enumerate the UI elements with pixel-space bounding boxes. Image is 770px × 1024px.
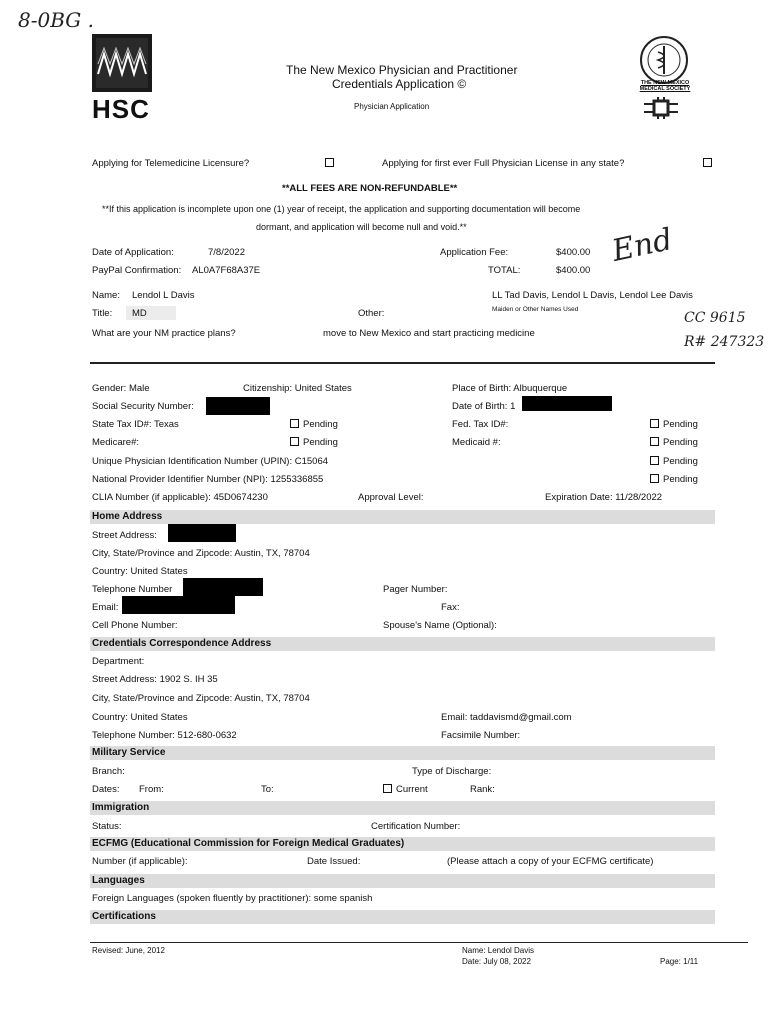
section-divider [90,362,715,364]
practice-plans-label: What are your NM practice plans? [92,328,236,339]
upin-pending[interactable] [650,456,698,467]
application-fee-label: Application Fee: [440,247,509,258]
other-names-value: LL Tad Davis, Lendol L Davis, Lendol Lee Davis [492,290,693,301]
home-telephone-label: Telephone Number [92,584,173,595]
first-license-checkbox[interactable] [703,158,716,169]
fees-notice: **ALL FEES ARE NON-REFUNDABLE** [282,183,458,194]
citizenship-field: Citizenship: United States [243,383,352,394]
languages-header: Languages [90,874,715,888]
redaction-box [183,578,263,596]
npi-pending[interactable] [650,474,698,485]
home-address-header: Home Address [90,510,715,524]
footer-date: Date: July 08, 2022 [462,957,531,966]
practice-plans-value: move to New Mexico and start practicing medicine [323,328,535,339]
pending-label: Pending [663,474,698,485]
document-subtitle: Physician Application [354,102,430,111]
foreign-languages-field: Foreign Languages (spoken fluently by practitioner): some spanish [92,893,373,904]
redaction-box [206,397,270,415]
ecfmg-attach-note: (Please attach a copy of your ECFMG certificate) [447,856,654,867]
correspondence-telephone-field: Telephone Number: 512-680-0632 [92,730,237,741]
expiration-date-field: Expiration Date: 11/28/2022 [545,492,663,503]
rank-label: Rank: [470,784,495,795]
dates-label: Dates: [92,784,120,795]
handwritten-initials: End [609,222,676,269]
ecfmg-header: ECFMG (Educational Commission for Foreign Medical Graduates) [90,837,715,851]
cell-phone-label: Cell Phone Number: [92,620,178,631]
spouse-name-label: Spouse's Name (Optional): [383,620,497,631]
redaction-box [168,524,236,542]
date-of-application-label: Date of Application: [92,247,174,258]
current-checkbox[interactable] [383,784,428,795]
state-tax-pending[interactable] [290,419,338,430]
paypal-confirmation-value: AL0A7F68A37E [192,265,261,276]
handwritten-cc-number: CC 9615 [684,310,746,326]
name-value: Lendol L Davis [132,290,195,301]
immigration-header: Immigration [90,801,715,815]
pending-label: Pending [663,437,698,448]
handwritten-receipt-number: R# 247323 [684,334,765,350]
footer-rule [90,942,748,943]
maiden-names-caption: Maiden or Other Names Used [492,306,579,313]
document-title-line2: Credentials Application © [332,77,467,91]
name-label: Name: [92,290,120,301]
home-city-field: City, State/Province and Zipcode: Austin, TX, 78704 [92,548,310,559]
page-number: Page: 1/11 [660,957,699,966]
document-title-line1: The New Mexico Physician and Practitioner [286,63,518,77]
incomplete-notice-line2: dormant, and application will become null and void.** [256,222,467,232]
military-service-header: Military Service [90,746,715,760]
current-label: Current [396,784,428,795]
correspondence-city-field: City, State/Province and Zipcode: Austin, TX, 78704 [92,693,310,704]
date-of-birth-label: Date of Birth: 1 [452,401,516,412]
fax-label: Fax: [441,602,460,613]
medicare-pending[interactable] [290,437,338,448]
footer-name: Name: Lendol Davis [462,946,535,955]
status-label: Status: [92,821,122,832]
medicaid-label: Medicaid #: [452,437,501,448]
branch-label: Branch: [92,766,125,777]
correspondence-email-field: Email: taddavismd@gmail.com [441,712,572,723]
fed-tax-id: Fed. Tax ID#: [452,419,509,430]
pending-label: Pending [663,456,698,467]
zia-symbol-icon [644,97,678,122]
redaction-box [122,596,235,614]
certification-number-label: Certification Number: [371,821,461,832]
redaction-box [522,396,612,411]
medical-society-name: THE NEW MEXICO MEDICAL SOCIETY [639,80,691,92]
title-value: MD [132,308,147,319]
home-email-label: Email: [92,602,119,613]
total-label: TOTAL: [488,265,521,276]
ssn-label: Social Security Number: [92,401,194,412]
department-label: Department: [92,656,145,667]
telemedicine-checkbox[interactable] [325,158,338,169]
incomplete-notice-line1: **If this application is incomplete upon one (1) year of receipt, the application and supporting documentation will become [102,204,581,214]
gender-field: Gender: Male [92,383,150,394]
dates-to-label: To: [261,784,274,795]
medicare-label: Medicare#: [92,437,139,448]
title-label: Title: [92,308,113,319]
pager-number-label: Pager Number: [383,584,448,595]
facsimile-label: Facsimile Number: [441,730,521,741]
pending-label: Pending [663,419,698,430]
date-of-application-value: 7/8/2022 [208,247,245,258]
npi-field: National Provider Identifier Number (NPI): 1255336855 [92,474,324,485]
handwritten-file-code: 8-0BG . [18,8,94,32]
medicaid-pending[interactable] [650,437,698,448]
revised-date: Revised: June, 2012 [92,946,165,955]
correspondence-country-field: Country: United States [92,712,188,723]
state-tax-id: State Tax ID#: Texas [92,419,179,430]
dates-from-label: From: [139,784,164,795]
application-fee-value: $400.00 [556,247,591,258]
correspondence-street-field: Street Address: 1902 S. IH 35 [92,674,218,685]
place-of-birth-field: Place of Birth: Albuquerque [452,383,568,394]
first-license-question: Applying for first ever Full Physician License in any state? [382,158,625,169]
ecfmg-number-label: Number (if applicable): [92,856,188,867]
clia-field: CLIA Number (if applicable): 45D0674230 [92,492,268,503]
paypal-confirmation-label: PayPal Confirmation: [92,265,182,276]
certifications-header: Certifications [90,910,715,924]
pending-label: Pending [303,419,338,430]
fed-tax-pending[interactable] [650,419,698,430]
home-country-field: Country: United States [92,566,188,577]
correspondence-address-header: Credentials Correspondence Address [90,637,715,651]
medical-society-seal [640,36,688,84]
pending-label: Pending [303,437,338,448]
home-street-label: Street Address: [92,530,157,541]
upin-field: Unique Physician Identification Number (UPIN): C15064 [92,456,329,467]
other-label: Other: [358,308,385,319]
approval-level-label: Approval Level: [358,492,424,503]
discharge-type-label: Type of Discharge: [412,766,492,777]
hsc-logo-text: HSC [92,94,150,124]
hsc-logo-mark [92,34,152,92]
ecfmg-date-issued-label: Date Issued: [307,856,361,867]
total-value: $400.00 [556,265,591,276]
telemedicine-question: Applying for Telemedicine Licensure? [92,158,250,169]
